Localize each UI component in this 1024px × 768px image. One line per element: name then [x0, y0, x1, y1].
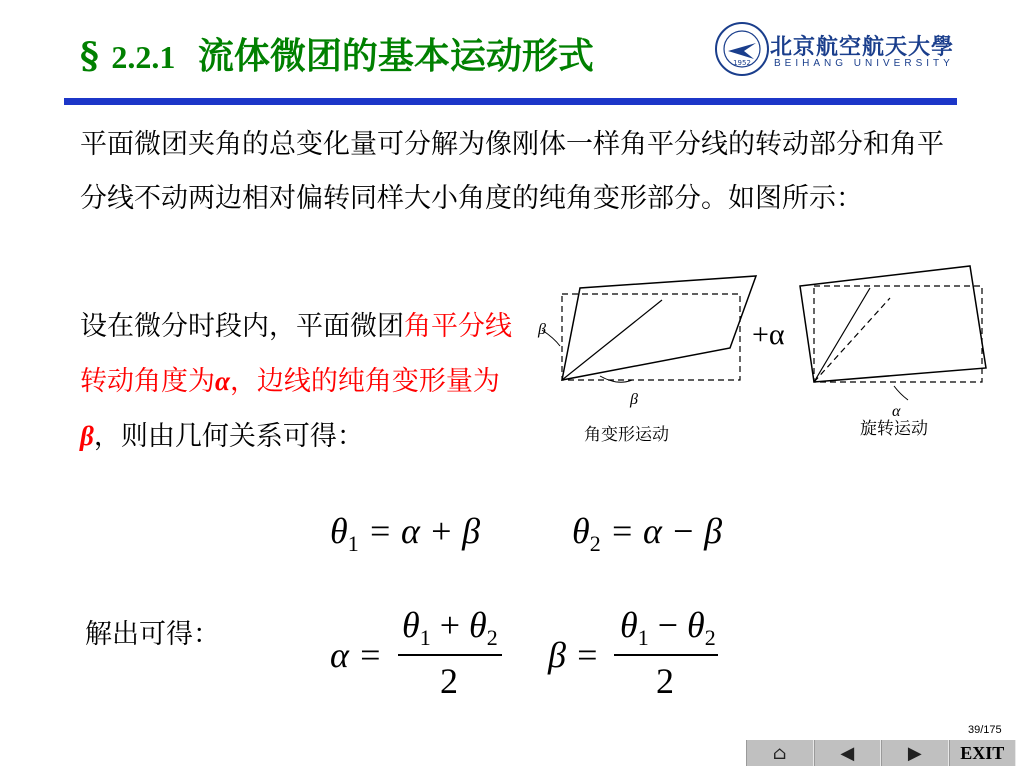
section-mark: §	[80, 35, 99, 77]
solve-label: 解出可得：	[85, 619, 220, 650]
beta-lhs: β =	[548, 635, 600, 675]
intro-paragraph: 平面微团夹角的总变化量可分解为像刚体一样角平分线的转动部分和角平分线不动两边相对偏转同样大小角度的纯角变形部分。如图所示：	[80, 129, 944, 214]
alpha-fraction-bar	[398, 654, 502, 656]
alpha-lhs: α =	[330, 635, 383, 675]
beta-fraction-bar	[614, 654, 718, 656]
definition-paragraph	[80, 300, 525, 464]
home-icon: ⌂	[772, 742, 787, 764]
original-rect-left	[562, 294, 740, 380]
original-rect-right	[814, 286, 982, 382]
slide-navigation-bar	[746, 740, 1016, 766]
beta-denominator: 2	[656, 661, 674, 701]
theta-symbol: θ	[620, 605, 638, 645]
previous-slide-button[interactable]	[814, 740, 882, 766]
subscript-1: 1	[347, 531, 359, 557]
equation-theta1-rhs: = α + β	[367, 511, 481, 551]
home-button[interactable]	[746, 740, 814, 766]
alpha-denominator: 2	[440, 661, 458, 701]
logo-english-name: BEIHANG UNIVERSITY	[774, 58, 954, 69]
beta-numerator	[620, 604, 716, 651]
deformed-shape-left	[562, 276, 756, 380]
equation-theta1	[330, 510, 480, 557]
deformation-text: ，边线的纯角变形量为	[229, 366, 500, 397]
definition-text-start: 设在微分时段内，平面微团	[80, 311, 404, 342]
previous-icon: ◀	[840, 742, 855, 764]
figure-label-alpha: α	[892, 403, 901, 420]
subscript-1: 1	[637, 625, 649, 651]
definition-text-end: ，则由几何关系可得：	[93, 421, 364, 452]
rotated-bisector	[814, 288, 870, 382]
equation-theta2-rhs: = α − β	[609, 511, 723, 551]
rotation-angle-text: 角平分线转动角度为	[80, 311, 512, 397]
minus-operator: −	[657, 605, 678, 645]
equation-theta2	[572, 510, 722, 557]
caption-angular-deformation: 角变形运动	[584, 425, 669, 445]
figure-plus-alpha: +α	[752, 318, 785, 351]
alpha-numerator	[402, 604, 498, 651]
svg-text:1952: 1952	[733, 59, 751, 67]
theta-symbol: θ	[572, 511, 590, 551]
subscript-2: 2	[589, 531, 601, 557]
bisector-left	[562, 300, 662, 380]
section-title: 流体微团的基本运动形式	[197, 35, 594, 77]
exit-button[interactable]: EXIT	[949, 740, 1017, 766]
university-logo	[712, 18, 972, 80]
subscript-2: 2	[486, 625, 498, 651]
next-slide-button[interactable]	[881, 740, 949, 766]
caption-rotation: 旋转运动	[860, 419, 928, 439]
alpha-symbol: α	[215, 366, 230, 396]
logo-chinese-name: 北京航空航天大學	[770, 34, 955, 60]
theta-symbol: θ	[330, 511, 348, 551]
next-icon: ▶	[907, 742, 922, 764]
university-seal-icon	[714, 21, 770, 77]
rotation-diagram	[800, 266, 986, 400]
page-number: 39/175	[968, 724, 1002, 736]
section-number: 2.2.1	[111, 39, 176, 75]
angular-deformation-diagram	[542, 276, 756, 382]
alpha-arc	[894, 386, 908, 400]
theta-symbol: θ	[687, 605, 705, 645]
page-title	[80, 28, 594, 79]
title-divider	[64, 98, 957, 105]
rotated-shape-right	[800, 266, 986, 382]
beta-symbol: β	[80, 421, 94, 451]
figure-label-beta-2: β	[630, 391, 638, 408]
original-bisector	[814, 298, 890, 382]
beta-arc-bottom	[600, 376, 632, 382]
plus-operator: +	[439, 605, 460, 645]
subscript-2: 2	[704, 625, 716, 651]
figure-label-beta-1: β	[538, 321, 546, 338]
theta-symbol: θ	[469, 605, 487, 645]
theta-symbol: θ	[402, 605, 420, 645]
subscript-1: 1	[419, 625, 431, 651]
